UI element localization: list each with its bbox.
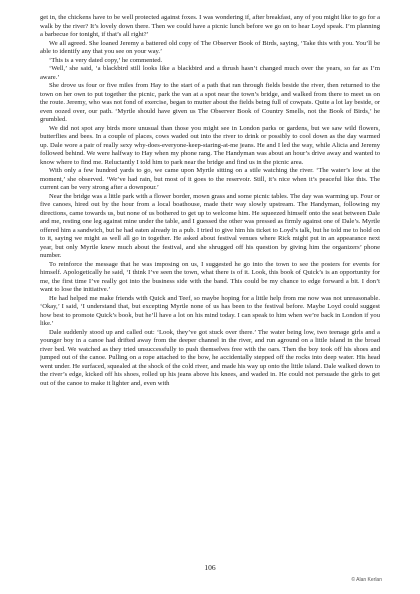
paragraph: ‘This is a very dated copy,’ he commented. xyxy=(49,56,163,64)
paragraph: To reinforce the message that he was imposing on us, I suggested he go into the town to see the posters for events for himself. Apologetically he said, ‘I think I’ve seen the town, what there is of it. Look, this book of Quick’s is an opportunity for me, the first time I’ve really got into the business side with the band. This could be my chance to edge forward a bit. I don’t want to lose the initiative.’ xyxy=(40,260,380,293)
paragraph: Dale suddenly stood up and called out: ‘Look, they’ve got stuck over there.’ The water being low, two teenage girls and a younger boy in a canoe had drifted away from the deeper channel in the river, and run aground on a little island in the broad river bed. We watched as they tried unsuccessfully to push themselves free with the oars. Then the boy took off his shoes and jumped out of the canoe. Pulling on a rope attached to the bow, he accidentally stepped off the rocks into deep water. His head went under. He surfaced, squealed at the shock of the cold river, and made his way up onto the little island. Dale walked down to the river’s edge, kicked off his shoes, rolled up his jeans above his knees, and waded in. He could not persuade the girls to get out of the canoe to make it lighter and, even with xyxy=(40,328,380,387)
page-number: 106 xyxy=(204,563,216,572)
paragraph: Near the bridge was a little park with a flower border, mown grass and some picnic tables. The day was warming up. Four or five canoes, hired out by the hour from a local boathouse, made their way slowly upstream. The Handyman, following my directions, came towards us, but none of us bothered to get up to welcome him. He squeezed himself onto the seat between Dale and me, resting one leg against mine under the table, and I guessed the other was pressed as firmly against one of Dale’s. Myrtle offered him a sandwich, but he had eaten already in a pub. I tried to give him his ticket to Loyd’s talk, but he told me to hold on to it, saying we might as well all go in together. He asked about festival venues where Rick might put in an appearance next year, but only Myrtle knew much about the festival, and she shrugged off his question by giving him the organizers’ phone number. xyxy=(40,192,380,259)
paragraph: He had helped me make friends with Quick and Teef, so maybe hoping for a little help from me now was not unreasonable. ‘Okay,’ I said, ‘I understand that, but excepting Myrtle none of us has been to the festival before. Maybe Loyd could suggest how best to promote Quick’s book, but he’ll have a lot on his mind today. I can speak to him when we’re back in London if you like.’ xyxy=(40,294,380,327)
paragraph: ‘Well,’ she said, ‘a blackbird still looks like a blackbird and a thrush hasn’t changed much over the years, so far as I’m aware.’ xyxy=(40,65,380,81)
paragraph: We all agreed. She loaned Jeremy a battered old copy of The Observer Book of Birds, saying, ‘Take this with you. You’ll be able to identify any that you see on your way.’ xyxy=(40,39,380,55)
paragraph: get in, the chickens have to be well protected against foxes. I was wondering if, after breakfast, any of you might like to go for a walk by the river? It’s lovely down there. Then we could have a picnic lunch before we go on to hear Loyd speak. I’m planning a barbecue for tonight, if that’s all right?’ xyxy=(40,14,380,38)
body-text xyxy=(40,14,380,552)
paragraph: We did not spot any birds more unusual than those you might see in London parks or gardens, but we saw wild flowers, butterflies and bees. In a couple of places, cows waded out into the river to drink or possibly to cool down as the day warmed up. Dale wore a pair of really sexy why-does-everyone-keep-staring-at-me jeans. He and I led the way, while Alicia and Jeremy followed behind. We were halfway to Hay when my phone rang. The Handyman was about an hour’s drive away and wanted to know where to find me. Reluctantly I told him to park near the bridge and find us in the picnic area. xyxy=(40,124,380,166)
copyright-notice: © Alan Kerlan xyxy=(351,577,382,583)
paragraph: With only a few hundred yards to go, we came upon Myrtle sitting on a stile watching the river. ‘The water’s low at the moment,’ she observed. ‘We’ve had rain, but most of it goes to the reservoir. Still, it’s nice when it’s peaceful like this. The current can be very strong after a downpour.’ xyxy=(40,167,380,191)
paragraph: She drove us four or five miles from Hay to the start of a path that ran through fields beside the river, then returned to the town on her own to put together the picnic, park the van at a spot near the town’s bridge, and walked from there to meet us on the route. Jeremy, who was not fond of exercise, began to mutter about the fields being full of cowpats. Quite a lot lay beside, or even oozed over, our path. ‘Myrtle should have given us The Observer Book of Country Smells, not the Book of Birds,’ he grumbled. xyxy=(40,82,380,123)
